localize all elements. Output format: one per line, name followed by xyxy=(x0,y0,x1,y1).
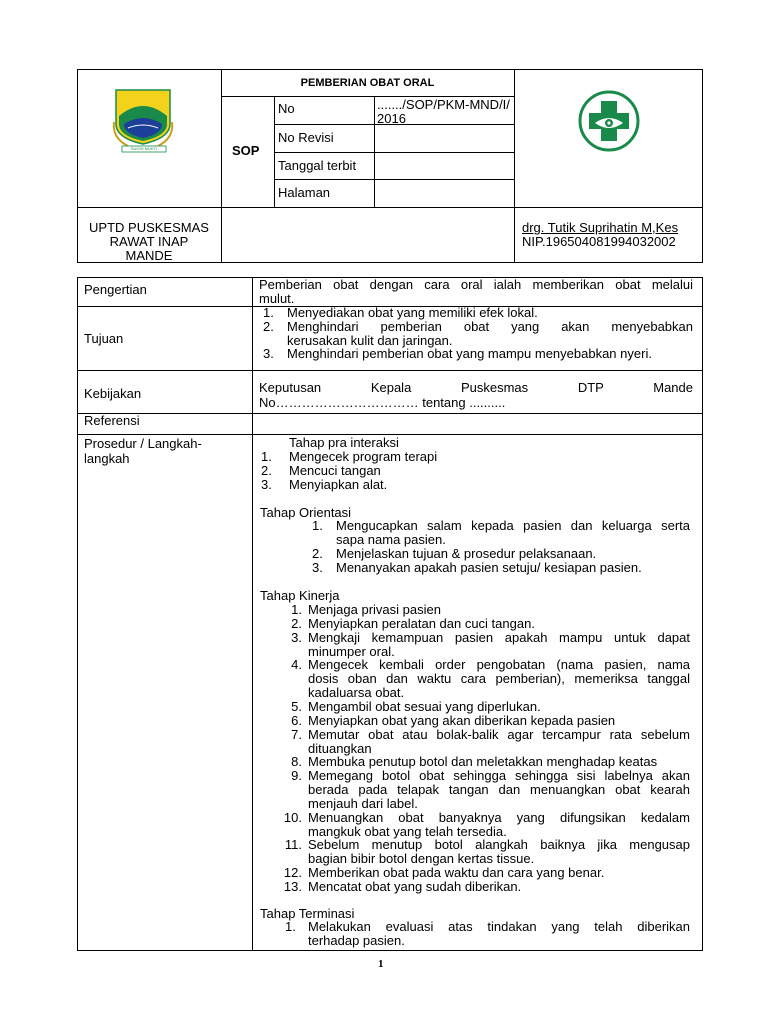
kinerja-item: Menyiapkan obat yang akan diberikan kepada pasien xyxy=(308,713,616,728)
kinerja-item: Memberikan obat pada waktu dan cara yang benar. xyxy=(308,865,605,880)
terminasi-item-cont: terhadap pasien. xyxy=(308,933,405,948)
puskesmas-logo-icon xyxy=(577,89,641,153)
no-value: ......./SOP/PKM-MND/I/2016 xyxy=(377,97,510,126)
pra-item: Mengecek program terapi xyxy=(289,449,438,464)
tujuan-num: 2. xyxy=(263,319,274,334)
kinerja-item: Mengecek kembali order pengobatan (nama pasien, nama xyxy=(308,657,690,672)
tujuan-label: Tujuan xyxy=(84,331,124,346)
prosedur-label: Prosedur / Langkah- xyxy=(84,436,202,451)
no-revisi-label: No Revisi xyxy=(278,130,334,145)
org-name-line3: MANDE xyxy=(125,248,173,263)
tanggal-terbit-label: Tanggal terbit xyxy=(278,158,357,173)
orientasi-item: Menanyakan apakah pasien setuju/ kesiapan pasien. xyxy=(336,560,642,575)
kinerja-item-cont: minumper oral. xyxy=(308,644,395,659)
orientasi-item-cont: sapa nama pasien. xyxy=(336,532,446,547)
tujuan-item: Menghindari pemberian obat yang akan menyebabkan xyxy=(287,319,693,334)
pra-num: 1. xyxy=(261,449,272,464)
pra-num: 2. xyxy=(261,463,272,478)
kebijakan-text-cont: No…………………………… tentang .......... xyxy=(259,395,506,410)
kinerja-num: 9. xyxy=(291,768,302,783)
kinerja-item: Memegang botol obat sehingga sehingga sisi labelnya akan xyxy=(308,768,690,783)
terminasi-item: Melakukan evaluasi atas tindakan yang telah diberikan xyxy=(308,919,690,934)
kinerja-num: 7. xyxy=(291,727,302,742)
emblem-motto: SUGIH MUKTI xyxy=(130,146,158,151)
kinerja-item: Menjaga privasi pasien xyxy=(308,602,441,617)
pengertian-text-cont: mulut. xyxy=(259,291,295,306)
kinerja-num: 5. xyxy=(291,699,302,714)
kinerja-item: Membuka penutup botol dan meletakkan menghadap keatas xyxy=(308,754,658,769)
orientasi-item: Mengucapkan salam kepada pasien dan keluarga serta xyxy=(336,518,690,533)
kinerja-item-cont: berada pada telapak tangan dan menuangkan obat kearah xyxy=(308,782,690,797)
page-number: 1 xyxy=(378,958,384,970)
signer-nip: NIP.196504081994032002 xyxy=(522,234,676,249)
orientasi-num: 3. xyxy=(312,560,323,575)
pra-interaksi-heading: Tahap pra interaksi xyxy=(289,435,399,450)
pra-item: Menyiapkan alat. xyxy=(289,477,388,492)
tujuan-item-cont: kerusakan kulit dan jaringan. xyxy=(287,333,453,348)
tujuan-item: Menyediakan obat yang memiliki efek lokal. xyxy=(287,305,538,320)
kinerja-num: 6. xyxy=(291,713,302,728)
no-label: No xyxy=(278,101,295,116)
pra-item: Mencuci tangan xyxy=(289,463,381,478)
kinerja-num: 1. xyxy=(291,602,302,617)
sop-label: SOP xyxy=(232,143,260,158)
document-title: PEMBERIAN OBAT ORAL xyxy=(300,77,435,89)
regency-emblem-icon xyxy=(110,86,180,158)
kinerja-item: Menuangkan obat banyaknya yang difungsikan kedalam xyxy=(308,810,690,825)
prosedur-label-cont: langkah xyxy=(84,451,130,466)
kinerja-heading: Tahap Kinerja xyxy=(260,588,340,603)
kinerja-item-cont: menjauh dari label. xyxy=(308,796,418,811)
signer-name: drg. Tutik Suprihatin M,Kes xyxy=(522,220,679,235)
tujuan-num: 1. xyxy=(263,305,274,320)
kinerja-item-cont: bagian bibir botol dengan kertas tissue. xyxy=(308,851,535,866)
kinerja-item: Mengkaji kemampuan pasien apakah mampu untuk dapat xyxy=(308,630,690,645)
kinerja-item: Mencatat obat yang sudah diberikan. xyxy=(308,879,522,894)
kinerja-item-cont: dosis oban dan waktu cara pemberian), memeriksa tanggal xyxy=(308,671,690,686)
kinerja-item: Menyiapkan peralatan dan cuci tangan. xyxy=(308,616,535,631)
org-name-line1: UPTD PUSKESMAS xyxy=(89,220,209,235)
kinerja-num: 13. xyxy=(283,879,302,894)
kinerja-item: Mengambil obat sesuai yang diperlukan. xyxy=(308,699,541,714)
kinerja-num: 3. xyxy=(291,630,302,645)
kinerja-item-cont: dituangkan xyxy=(308,741,372,756)
kinerja-num: 2. xyxy=(291,616,302,631)
org-name-line2: RAWAT INAP xyxy=(109,234,189,249)
kebijakan-label: Kebijakan xyxy=(84,386,142,401)
kinerja-item: Sebelum menutup botol alangkah baiknya jika mengusap xyxy=(308,837,690,852)
orientasi-num: 2. xyxy=(312,546,323,561)
pra-num: 3. xyxy=(261,477,272,492)
orientasi-num: 1. xyxy=(312,518,323,533)
kinerja-item-cont: mangkuk obat yang telah tersedia. xyxy=(308,824,507,839)
pengertian-label: Pengertian xyxy=(84,282,147,297)
kinerja-num: 12. xyxy=(283,865,302,880)
kinerja-num: 10. xyxy=(283,810,302,825)
terminasi-heading: Tahap Terminasi xyxy=(260,906,355,921)
tujuan-num: 3. xyxy=(263,346,274,361)
orientasi-heading: Tahap Orientasi xyxy=(260,505,352,520)
tujuan-item: Menghindari pemberian obat yang mampu menyebabkan nyeri. xyxy=(287,346,652,361)
pengertian-text: Pemberian obat dengan cara oral ialah memberikan obat melalui xyxy=(259,277,693,292)
orientasi-item: Menjelaskan tujuan & prosedur pelaksanaan. xyxy=(336,546,597,561)
kinerja-num: 8. xyxy=(291,754,302,769)
kinerja-num: 4. xyxy=(291,657,302,672)
referensi-label: Referensi xyxy=(84,413,140,428)
kinerja-item: Memutar obat atau bolak-balik agar tercampur rata sebelum xyxy=(308,727,690,742)
kinerja-item-cont: kadaluarsa obat. xyxy=(308,685,405,700)
kebijakan-text: Keputusan Kepala Puskesmas DTP Mande xyxy=(259,380,693,395)
terminasi-num: 1. xyxy=(285,919,296,934)
halaman-label: Halaman xyxy=(278,185,331,200)
kinerja-num: 11. xyxy=(284,837,302,852)
